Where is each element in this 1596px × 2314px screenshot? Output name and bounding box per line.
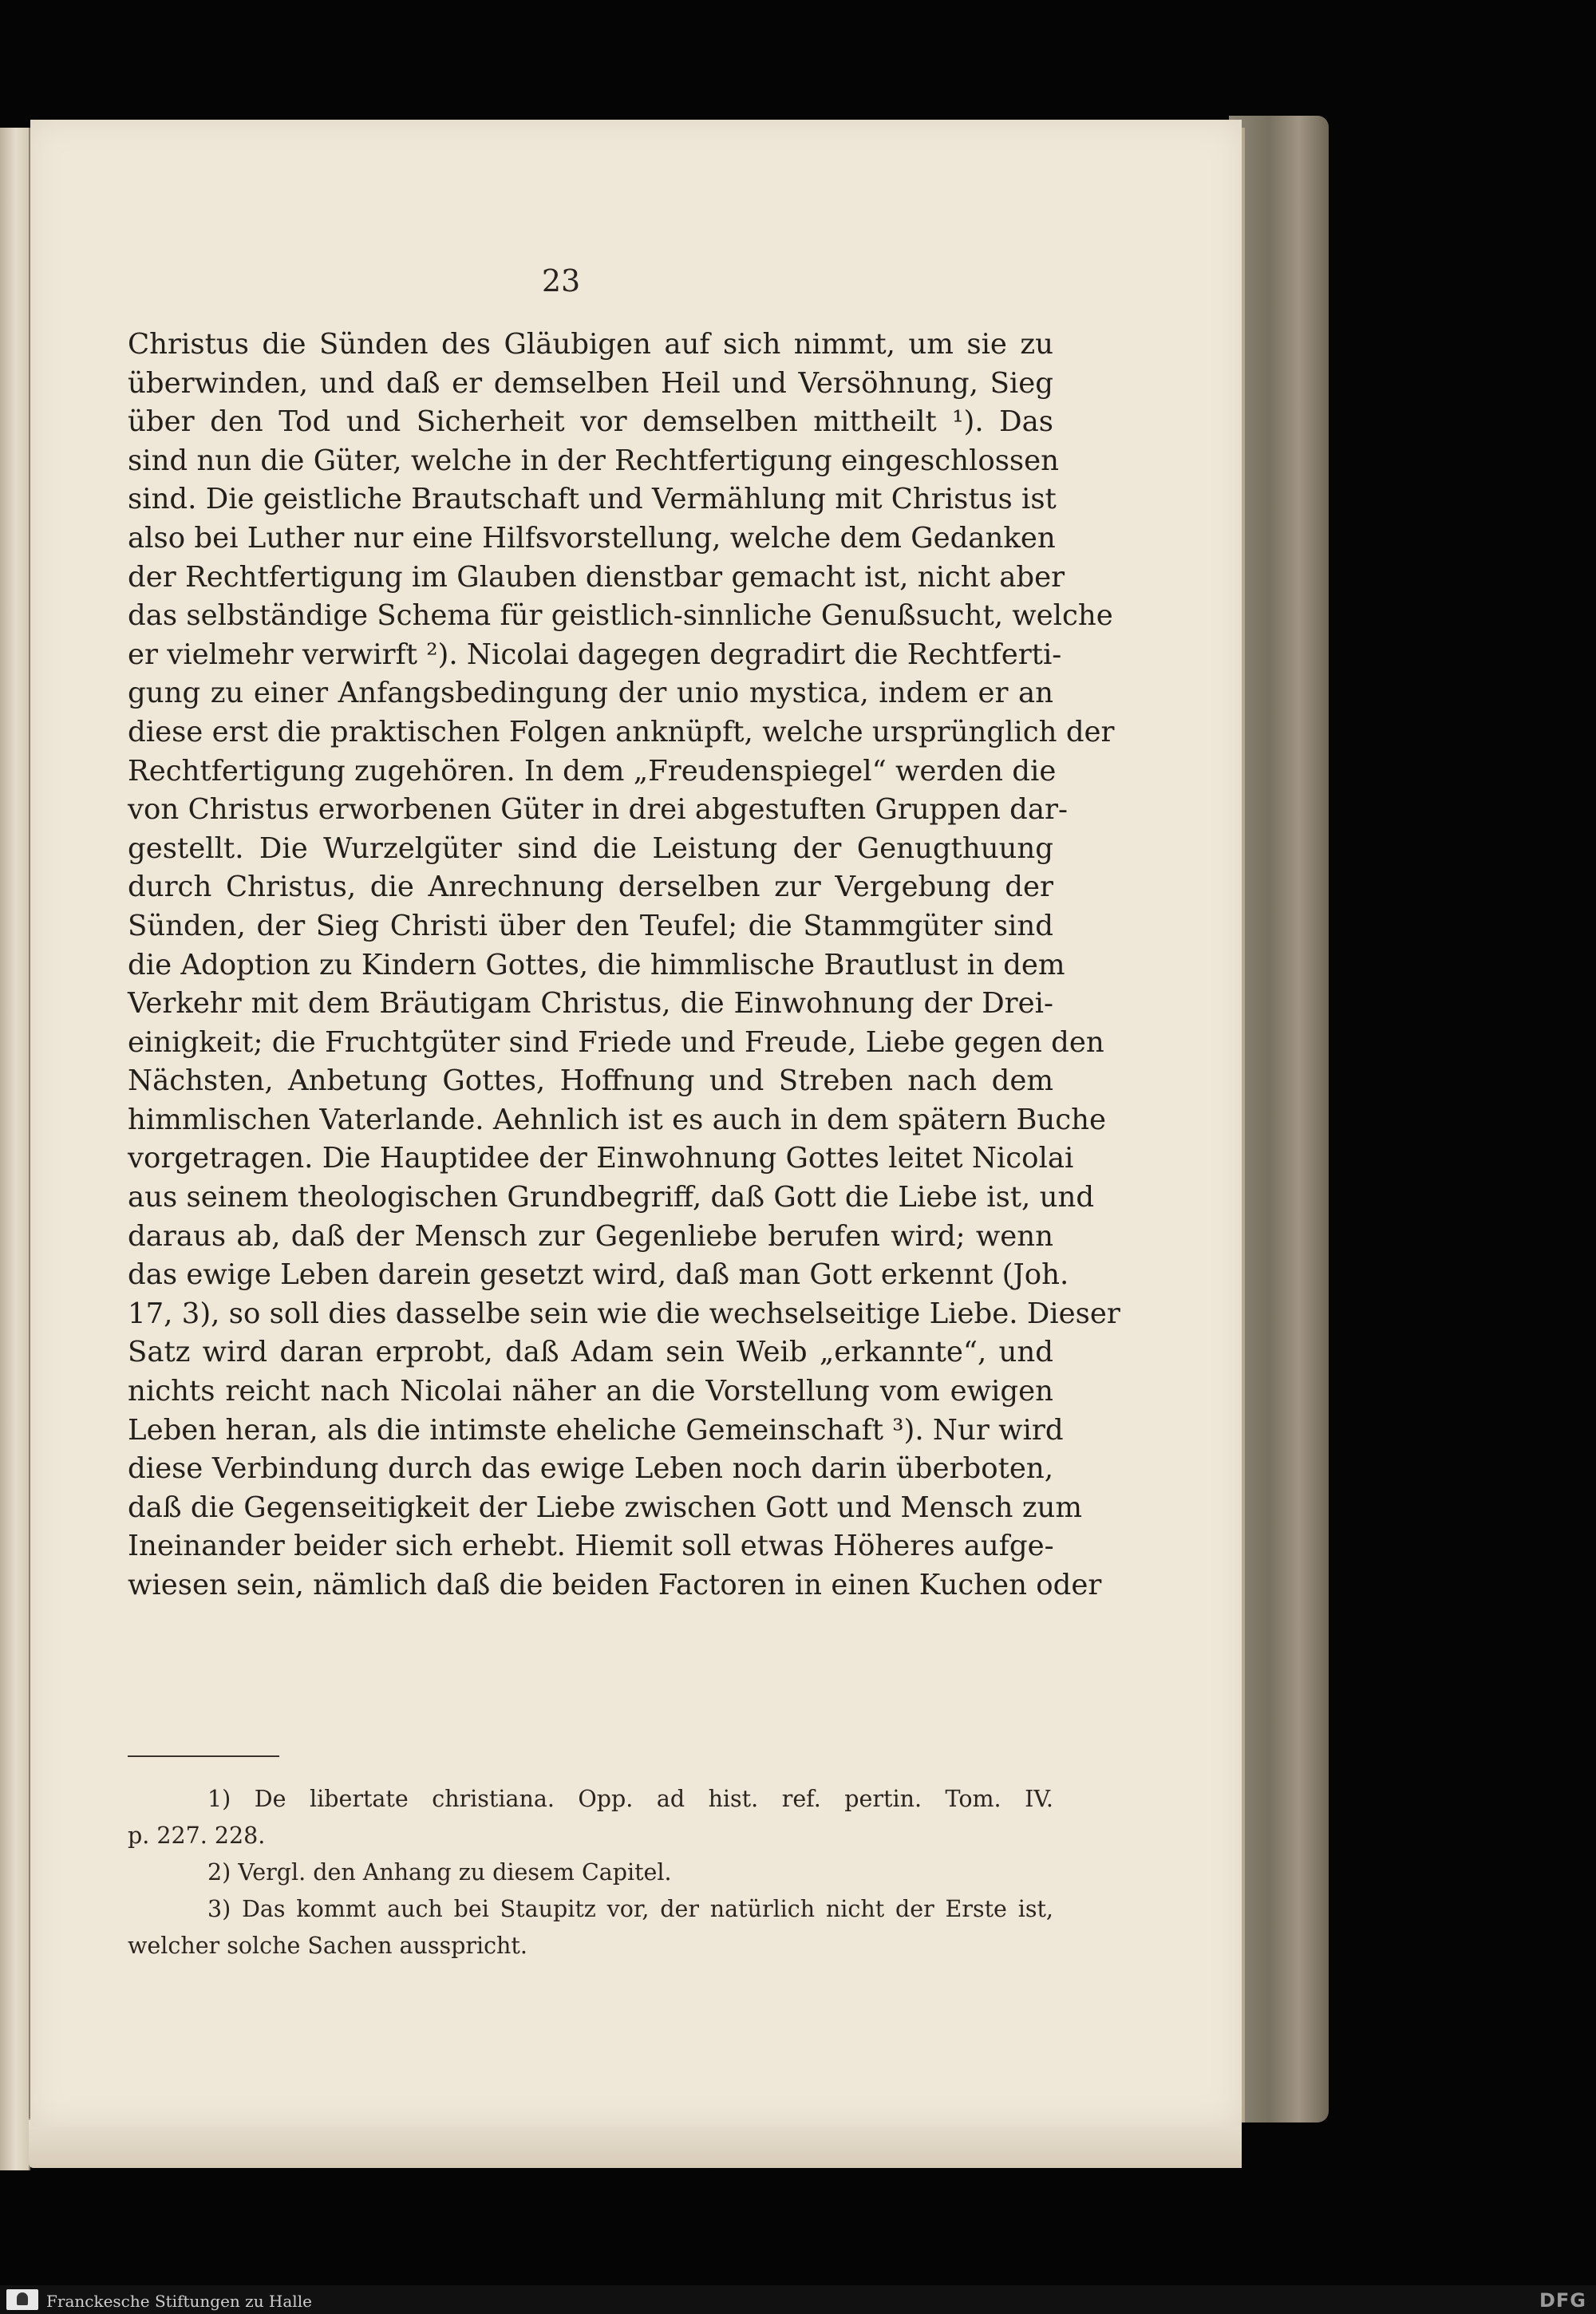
- text-line: Leben heran, als die intimste eheliche Gemeinschaft ³). Nur wird: [128, 1413, 1064, 1447]
- text-line: Sünden, der Sieg Christi über den Teufel; die Stammgüter sind: [128, 909, 1053, 942]
- francke-seal-icon: [6, 2289, 38, 2310]
- text-line: vorgetragen. Die Hauptidee der Einwohnung Gottes leitet Nicolai: [128, 1142, 1074, 1175]
- text-line: aus seinem theologischen Grundbegriff, daß Gott die Liebe ist, und: [128, 1181, 1095, 1214]
- footnote-3: 3) Das kommt auch bei Staupitz vor, der natürlich nicht der Erste ist,: [207, 1896, 1053, 1922]
- text-line: diese erst die praktischen Folgen anknüpft, welche ursprünglich der: [128, 715, 1115, 748]
- institution-name: Franckesche Stiftungen zu Halle: [46, 2292, 312, 2311]
- footnotes: [128, 1781, 1053, 1965]
- footer-bar: [0, 2285, 1596, 2314]
- footnote-divider: [128, 1755, 279, 1757]
- text-line: himmlischen Vaterlande. Aehnlich ist es auch in dem spätern Buche: [128, 1103, 1107, 1136]
- text-line: das selbständige Schema für geistlich-sinnliche Genußsucht, welche: [128, 599, 1113, 633]
- text-line: Christus die Sünden des Gläubigen auf sich nimmt, um sie zu: [128, 328, 1053, 361]
- text-line: von Christus erworbenen Güter in drei abgestuften Gruppen dar-: [128, 793, 1069, 827]
- text-line: der Rechtfertigung im Glauben dienstbar gemacht ist, nicht aber: [128, 560, 1065, 594]
- left-page-edge: [0, 128, 30, 2170]
- text-line: über den Tod und Sicherheit vor demselben mittheilt ¹). Das: [128, 405, 1053, 439]
- footnote-1-continued: p. 227. 228.: [128, 1822, 266, 1849]
- text-line: das ewige Leben darein gesetzt wird, daß man Gott erkennt (Joh.: [128, 1258, 1069, 1292]
- text-line: Satz wird daran erprobt, daß Adam sein Weib „erkannte“, und: [128, 1336, 1053, 1369]
- text-line: sind. Die geistliche Brautschaft und Vermählung mit Christus ist: [128, 483, 1057, 516]
- text-line: daraus ab, daß der Mensch zur Gegenliebe berufen wird; wenn: [128, 1219, 1053, 1253]
- text-line: überwinden, und daß er demselben Heil und Versöhnung, Sieg: [128, 366, 1053, 400]
- text-line: Nächsten, Anbetung Gottes, Hoffnung und Streben nach dem: [128, 1064, 1053, 1098]
- text-line: gung zu einer Anfangsbedingung der unio mystica, indem er an: [128, 677, 1053, 710]
- text-line: einigkeit; die Fruchtgüter sind Friede und Freude, Liebe gegen den: [128, 1025, 1104, 1059]
- text-line: gestellt. Die Wurzelgüter sind die Leistung der Genugthuung: [128, 831, 1053, 865]
- footnote-2: 2) Vergl. den Anhang zu diesem Capitel.: [207, 1859, 672, 1886]
- dfg-logo: DFG: [1539, 2289, 1586, 2312]
- body-text: [128, 326, 1120, 1605]
- footnote-3-continued: welcher solche Sachen ausspricht.: [128, 1933, 527, 1959]
- text-line: diese Verbindung durch das ewige Leben noch darin überboten,: [128, 1452, 1053, 1486]
- text-line: Ineinander beider sich erhebt. Hiemit soll etwas Höheres aufge-: [128, 1530, 1054, 1563]
- page-number: 23: [541, 263, 581, 298]
- text-line: die Adoption zu Kindern Gottes, die himmlische Brautlust in dem: [128, 948, 1065, 981]
- text-line: also bei Luther nur eine Hilfsvorstellung, welche dem Gedanken: [128, 521, 1056, 555]
- text-line: 17, 3), so soll dies dasselbe sein wie die wechselseitige Liebe. Dieser: [128, 1297, 1120, 1330]
- text-line: Verkehr mit dem Bräutigam Christus, die Einwohnung der Drei-: [128, 987, 1053, 1021]
- text-line: daß die Gegenseitigkeit der Liebe zwischen Gott und Mensch zum: [128, 1491, 1083, 1524]
- footnote-1: 1) De libertate christiana. Opp. ad hist. ref. pertin. Tom. IV.: [207, 1786, 1053, 1812]
- text-line: wiesen sein, nämlich daß die beiden Factoren in einen Kuchen oder: [128, 1569, 1102, 1601]
- text-line: nichts reicht nach Nicolai näher an die Vorstellung vom ewigen: [128, 1375, 1053, 1408]
- text-line: sind nun die Güter, welche in der Rechtfertigung eingeschlossen: [128, 444, 1060, 477]
- book-page: [30, 120, 1242, 2126]
- text-line: Rechtfertigung zugehören. In dem „Freudenspiegel“ werden die: [128, 754, 1057, 788]
- text-line: durch Christus, die Anrechnung derselben zur Vergebung der: [128, 871, 1053, 904]
- text-line: er vielmehr verwirft ²). Nicolai dagegen degradirt die Rechtferti-: [128, 638, 1062, 671]
